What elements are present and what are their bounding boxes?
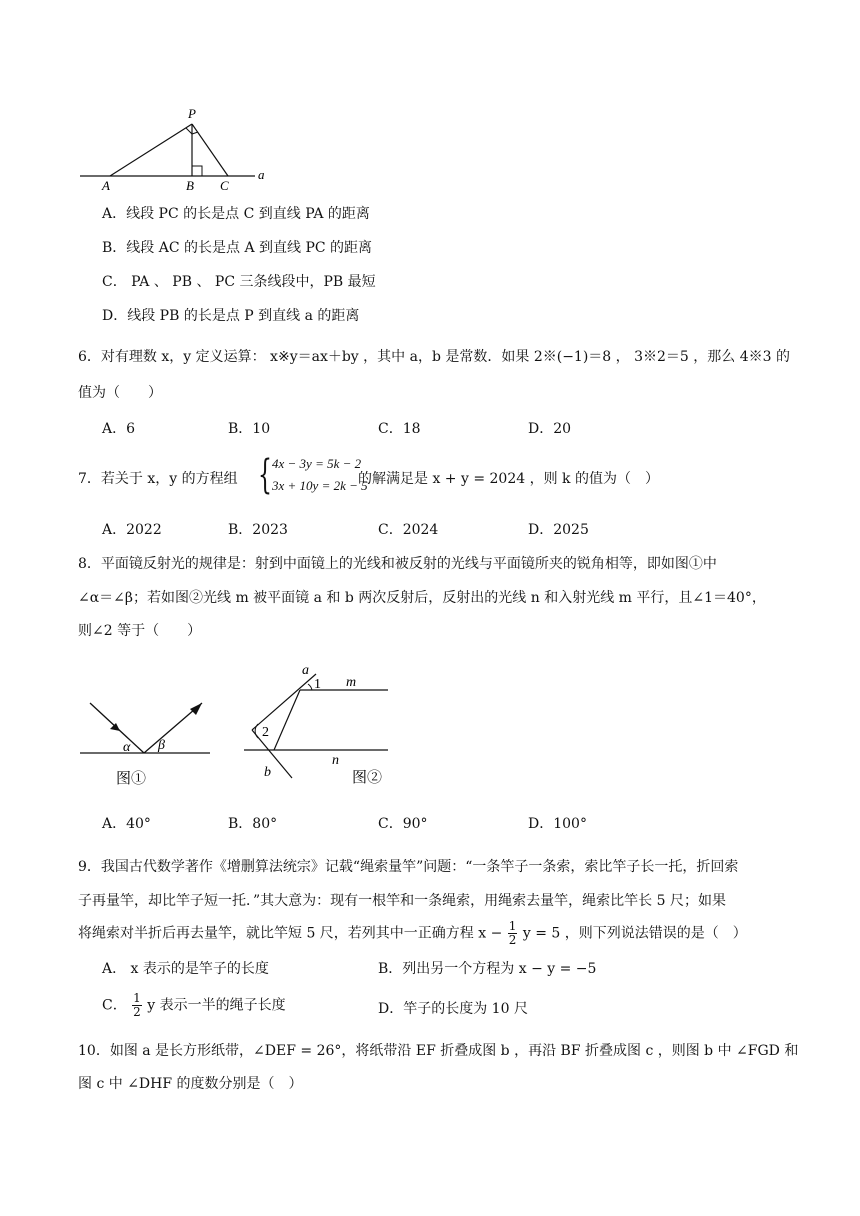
q7-option-a: A．2022 [102,522,162,538]
q6-line1: 6．对有理数 x，y 定义运算： x※y＝ax＋by ，其中 a，b 是常数．如果 2※(−1)＝8 ， 3※2＝5 ，那么 4※3 的 [78,349,790,365]
q5-option-b: B．线段 AC 的长是点 A 到直线 PC 的距离 [102,240,373,256]
q7-option-d: D．2025 [528,522,589,538]
q9-line1: 9．我国古代数学著作《增删算法统宗》记载“绳索量竿”问题：“一条竿子一条索，索比竿子长一托，折回索 [78,859,739,875]
q9-option-d: D．竿子的长度为 10 尺 [378,1001,528,1017]
q10-line2: 图 c 中 ∠DHF 的度数分别是（ ） [78,1076,303,1092]
frac-den: 2 [508,933,517,947]
q5-option-c: C． PA 、 PB 、 PC 三条线段中，PB 最短 [102,274,376,290]
fraction-half-c [132,992,142,1019]
q6-option-d: D．20 [528,421,572,437]
ray-n-label: n [332,753,339,768]
q8-option-a: A．40° [102,816,151,832]
q9-line3-start: 将绳索对半折后再去量竿，就比竿短 5 尺，若列其中一正确方程 x − [78,925,503,942]
q8-line3: 则∠2 等于（ ） [78,623,202,639]
q8-option-c: C．90° [378,816,428,832]
mirror-figure-1 [78,695,218,795]
q8-line2: ∠α＝∠β；若如图②光线 m 被平面镜 a 和 b 两次反射后，反射出的光线 n 和入射光线 m 平行，且∠1＝40°， [78,590,766,606]
label-B: B [186,178,194,193]
fig1-caption: 图① [116,771,147,787]
q6-line2: 值为（ ） [78,385,162,401]
q8-option-b: B．80° [228,816,278,832]
frac-den-c: 2 [133,1005,141,1019]
q9-option-a: A． x 表示的是竿子的长度 [102,961,269,977]
angle-1-label: 1 [314,677,321,692]
q7-option-b: B．2023 [228,522,288,538]
frac-num-c: 1 [133,991,141,1005]
system-brace: { [258,452,272,498]
beta-label: β [158,738,165,753]
q9-option-b: B．列出另一个方程为 x − y = −5 [378,961,597,977]
label-P: P [188,106,196,121]
label-a: a [258,167,265,182]
q5-option-a: A．线段 PC 的长是点 C 到直线 PA 的距离 [102,206,370,222]
fig2-caption: 图② [352,770,383,786]
frac-num: 1 [508,919,517,933]
q6-option-b: B．10 [228,421,271,437]
q9-line3 [78,920,747,947]
fraction-half [508,920,518,947]
q7-eq2: 3x + 10y = 2k − 5 [272,478,368,493]
mirror-b-label: b [264,765,271,780]
q7-suffix: 的解满足是 x + y = 2024 ，则 k 的值为（ ） [358,471,659,487]
triangle-figure [70,100,280,195]
q10-line1: 10．如图 a 是长方形纸带，∠DEF = 26°，将纸带沿 EF 折叠成图 b ，再沿 BF 折叠成图 c ，则图 b 中 ∠FGD 和 [78,1043,799,1059]
mirror-a-label: a [302,663,309,678]
q7-prefix: 7．若关于 x，y 的方程组 [78,471,238,487]
q6-option-a: A．6 [102,421,136,437]
q9-line2: 子再量竿，却比竿子短一托．”其大意为：现有一根竿和一条绳索，用绳索去量竿，绳索比竿长 5 尺；如果 [78,893,726,909]
label-A: A [102,178,110,193]
q5-option-d: D．线段 PB 的长是点 P 到直线 a 的距离 [102,308,360,324]
q9-optc-prefix: C． [102,997,127,1014]
ray-m-label: m [346,675,357,690]
q9-line3-end: y = 5 ，则下列说法错误的是（ ） [522,925,747,942]
q8-line1: 8．平面镜反射光的规律是：射到中面镜上的光线和被反射的光线与平面镜所夹的锐角相等，即如图①中 [78,556,717,572]
q7-eq1: 4x − 3y = 5k − 2 [272,456,362,471]
angle-2-label: 2 [262,725,269,740]
q9-option-c [102,992,286,1019]
q6-option-c: C．18 [378,421,421,437]
mirror-figure-2 [240,658,400,788]
q9-optc-suffix: y 表示一半的绳子长度 [147,997,286,1014]
label-C: C [220,178,229,193]
q8-option-d: D．100° [528,816,587,832]
alpha-label: α [123,740,131,755]
q7-option-c: C．2024 [378,522,439,538]
